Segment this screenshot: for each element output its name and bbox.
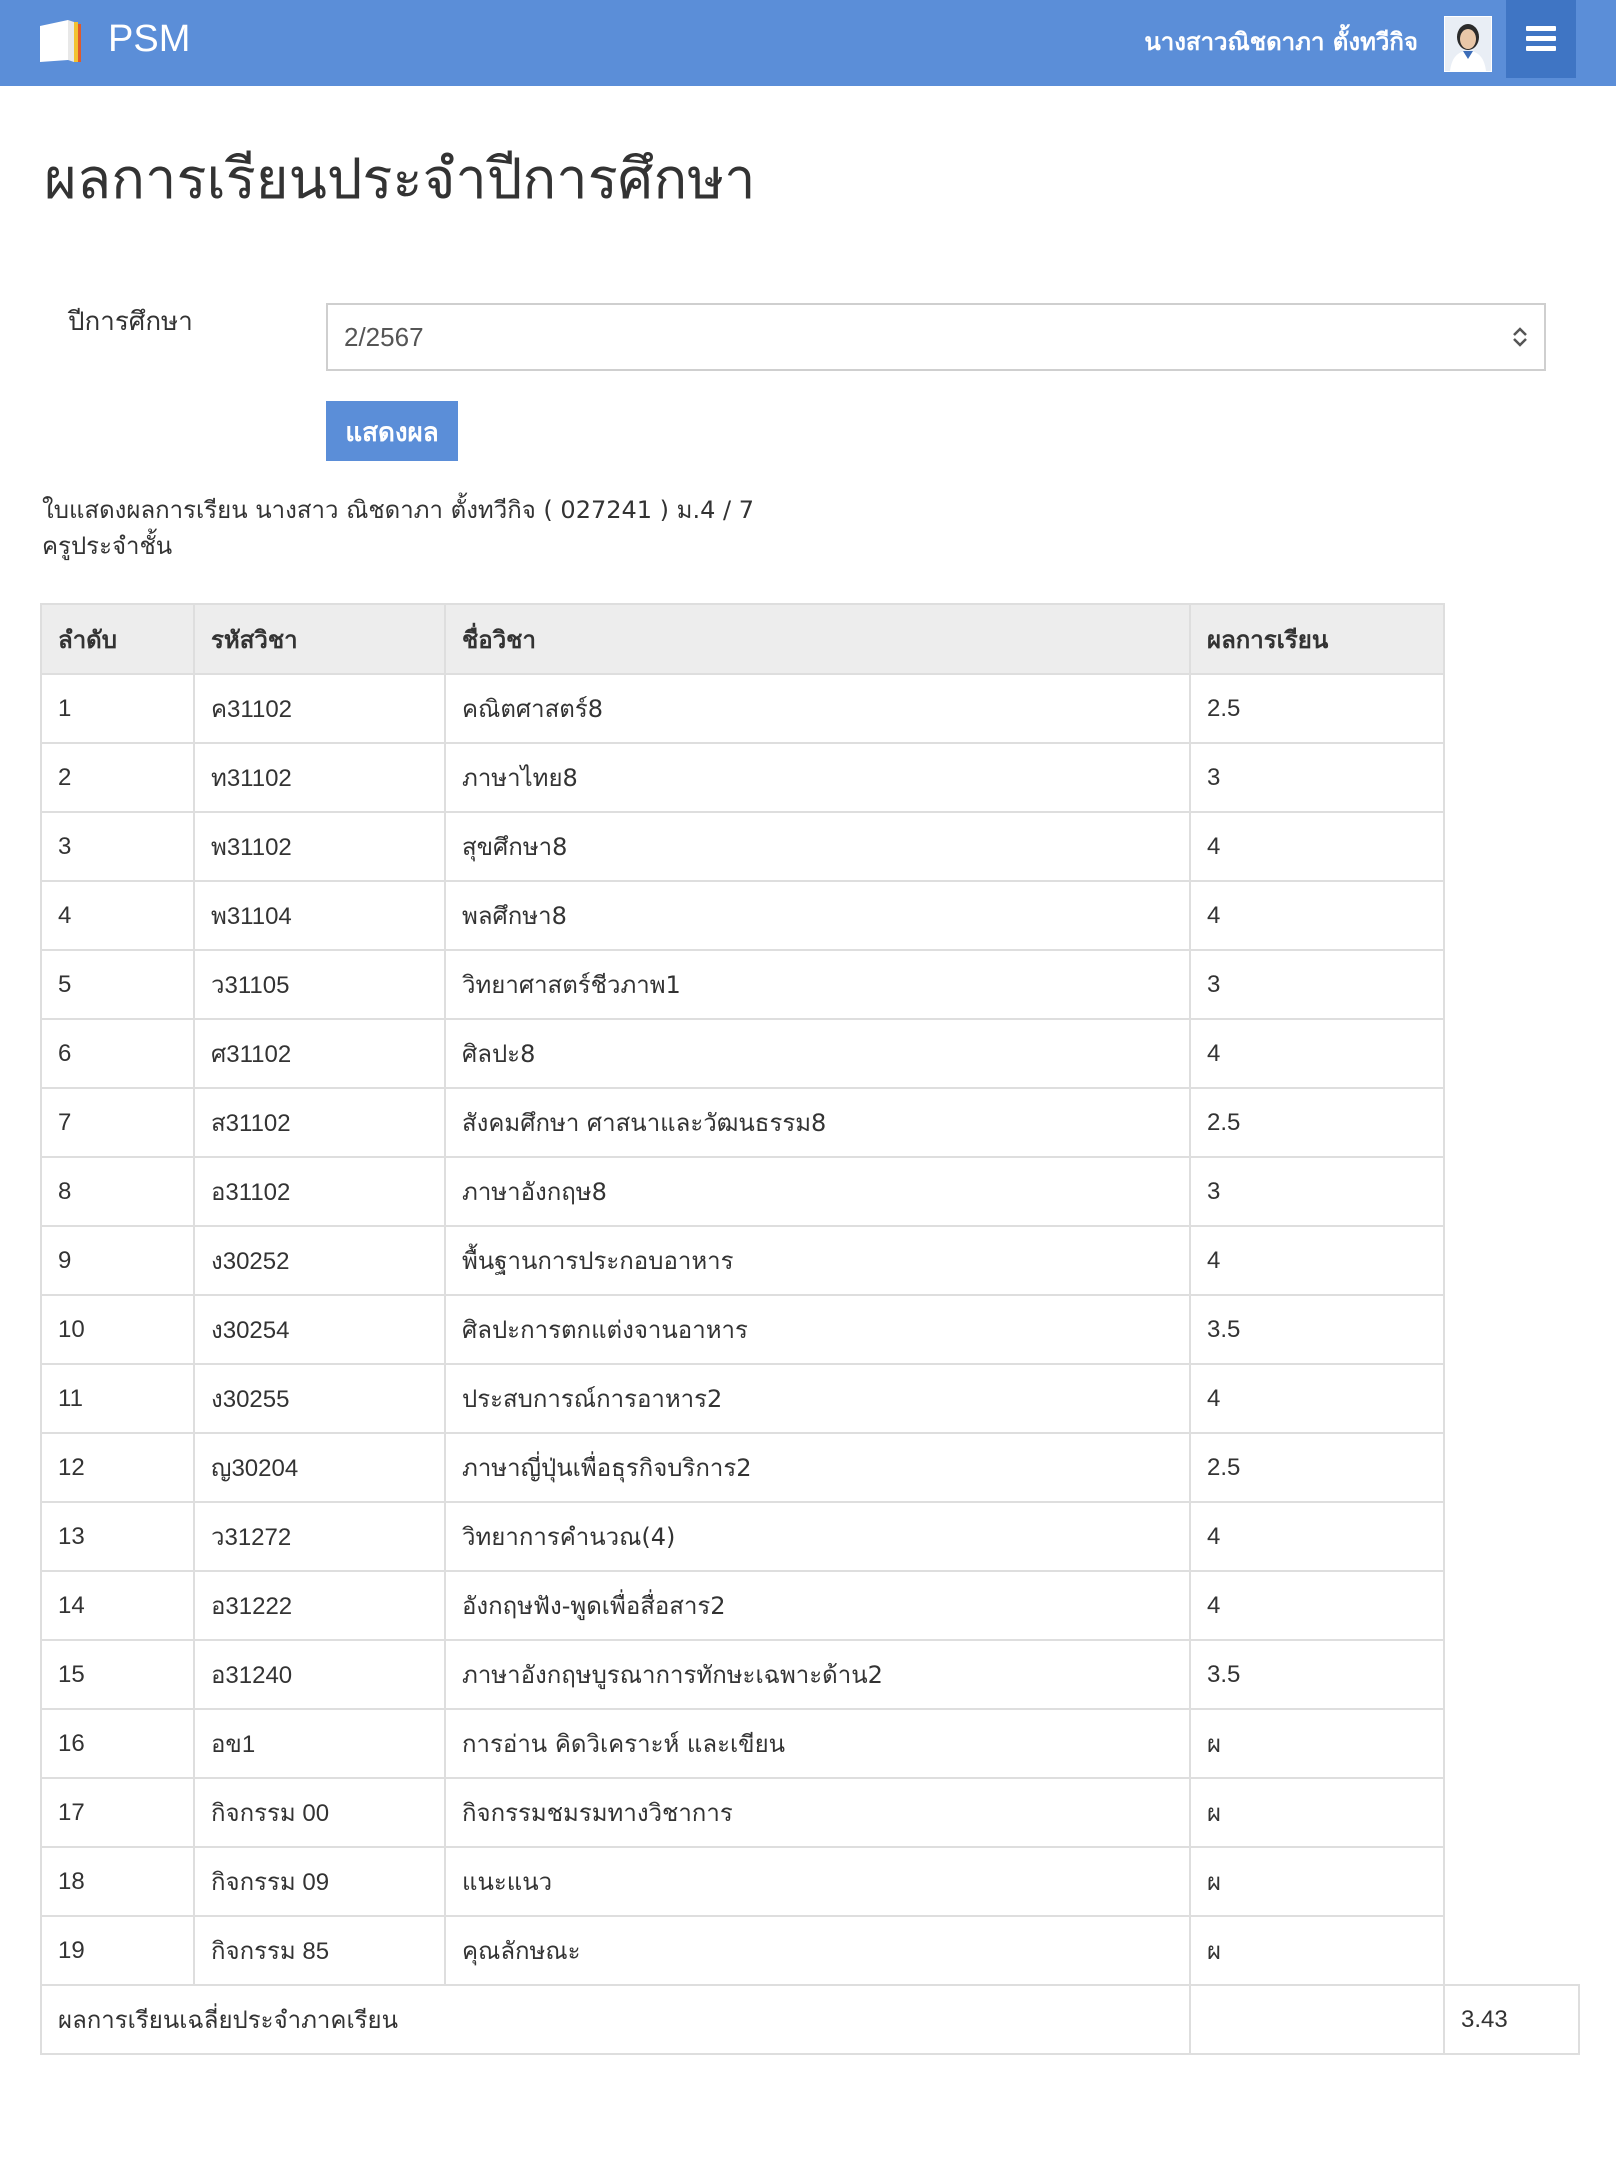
cell-subject-code: อ31222 [194, 1571, 445, 1640]
cell-order: 13 [41, 1502, 194, 1571]
cell-subject-name: ภาษาญี่ปุ่นเพื่อธุรกิจบริการ2 [445, 1433, 1190, 1502]
year-select[interactable] [326, 303, 1546, 371]
cell-subject-name: ภาษาอังกฤษ8 [445, 1157, 1190, 1226]
cell-subject-name: ศิลปะการตกแต่งจานอาหาร [445, 1295, 1190, 1364]
cell-subject-code: ง30252 [194, 1226, 445, 1295]
cell-grade: 3.5 [1190, 1295, 1444, 1364]
cell-subject-name: ภาษาอังกฤษบูรณาการทักษะเฉพาะด้าน2 [445, 1640, 1190, 1709]
cell-subject-code: พ31104 [194, 881, 445, 950]
cell-grade: 4 [1190, 881, 1444, 950]
table-row [41, 812, 1579, 881]
show-results-button[interactable]: แสดงผล [326, 401, 458, 461]
cell-subject-name: กิจกรรมชมรมทางวิชาการ [445, 1778, 1190, 1847]
cell-grade: 3 [1190, 743, 1444, 812]
average-label: ผลการเรียนเฉลี่ยประจำภาคเรียน [41, 1985, 1190, 2054]
brand-link[interactable]: PSM [108, 18, 191, 60]
cell-grade: 3.5 [1190, 1640, 1444, 1709]
cell-subject-code: ง30255 [194, 1364, 445, 1433]
user-name[interactable]: นางสาวณิชดาภา ตั้งทวีกิจ [1144, 28, 1418, 56]
cell-order: 15 [41, 1640, 194, 1709]
cell-grade: 2.5 [1190, 674, 1444, 743]
cell-subject-code: กิจกรรม 00 [194, 1778, 445, 1847]
cell-order: 3 [41, 812, 194, 881]
cell-subject-name: ศิลปะ8 [445, 1019, 1190, 1088]
cell-order: 9 [41, 1226, 194, 1295]
cell-subject-code: ว31272 [194, 1502, 445, 1571]
cell-subject-name: สุขศึกษา8 [445, 812, 1190, 881]
table-row [41, 1847, 1579, 1916]
select-updown-icon [1510, 325, 1530, 349]
table-row [41, 1640, 1579, 1709]
cell-subject-name: การอ่าน คิดวิเคราะห์ และเขียน [445, 1709, 1190, 1778]
cell-subject-name: วิทยาศาสตร์ชีวภาพ1 [445, 950, 1190, 1019]
column-header-grade: ผลการเรียน [1190, 604, 1444, 674]
cell-subject-name: คณิตศาสตร์8 [445, 674, 1190, 743]
cell-subject-name: พลศึกษา8 [445, 881, 1190, 950]
grades-table [40, 603, 1580, 2055]
cell-subject-code: ว31105 [194, 950, 445, 1019]
cell-grade: ผ [1190, 1778, 1444, 1847]
cell-subject-code: ญ30204 [194, 1433, 445, 1502]
average-empty-cell [1190, 1985, 1444, 2054]
average-row [41, 1985, 1579, 2054]
cell-grade: 4 [1190, 812, 1444, 881]
cell-grade: ผ [1190, 1847, 1444, 1916]
cell-subject-name: อังกฤษฟัง-พูดเพื่อสื่อสาร2 [445, 1571, 1190, 1640]
report-student-info: ใบแสดงผลการเรียน นางสาว ณิชดาภา ตั้งทวีกิจ ( 027241 ) ม.4 / 7 [42, 496, 754, 524]
cell-order: 6 [41, 1019, 194, 1088]
table-row [41, 950, 1579, 1019]
table-row [41, 1433, 1579, 1502]
user-avatar[interactable] [1444, 16, 1492, 72]
cell-subject-name: แนะแนว [445, 1847, 1190, 1916]
cell-subject-code: ค31102 [194, 674, 445, 743]
table-row [41, 1778, 1579, 1847]
cell-grade: ผ [1190, 1709, 1444, 1778]
cell-subject-code: กิจกรรม 85 [194, 1916, 445, 1985]
cell-grade: 2.5 [1190, 1433, 1444, 1502]
avatar-photo-icon [1445, 17, 1491, 71]
table-row [41, 1088, 1579, 1157]
cell-order: 11 [41, 1364, 194, 1433]
cell-order: 2 [41, 743, 194, 812]
cell-order: 10 [41, 1295, 194, 1364]
column-header-code: รหัสวิชา [194, 604, 445, 674]
book-logo-icon [38, 18, 84, 64]
cell-subject-name: สังคมศึกษา ศาสนาและวัฒนธรรม8 [445, 1088, 1190, 1157]
cell-subject-code: อ31240 [194, 1640, 445, 1709]
cell-grade: ผ [1190, 1916, 1444, 1985]
cell-grade: 4 [1190, 1364, 1444, 1433]
cell-subject-name: คุณลักษณะ [445, 1916, 1190, 1985]
table-row [41, 1226, 1579, 1295]
table-row [41, 1157, 1579, 1226]
cell-subject-code: ท31102 [194, 743, 445, 812]
cell-grade: 4 [1190, 1226, 1444, 1295]
table-row [41, 1916, 1579, 1985]
table-header-row [41, 604, 1579, 674]
cell-order: 1 [41, 674, 194, 743]
table-row [41, 1295, 1579, 1364]
cell-subject-code: อข1 [194, 1709, 445, 1778]
cell-order: 19 [41, 1916, 194, 1985]
cell-subject-code: กิจกรรม 09 [194, 1847, 445, 1916]
cell-subject-name: พื้นฐานการประกอบอาหาร [445, 1226, 1190, 1295]
cell-order: 7 [41, 1088, 194, 1157]
column-header-order: ลำดับ [41, 604, 194, 674]
cell-order: 14 [41, 1571, 194, 1640]
grades-table-body [41, 674, 1579, 1985]
report-homeroom-teacher: ครูประจำชั้น [42, 532, 173, 560]
cell-grade: 3 [1190, 1157, 1444, 1226]
table-row [41, 1571, 1579, 1640]
table-row [41, 881, 1579, 950]
year-label: ปีการศึกษา [68, 307, 193, 337]
cell-order: 8 [41, 1157, 194, 1226]
cell-subject-code: ง30254 [194, 1295, 445, 1364]
cell-grade: 4 [1190, 1502, 1444, 1571]
table-row [41, 743, 1579, 812]
cell-subject-code: ศ31102 [194, 1019, 445, 1088]
top-navbar [0, 0, 1616, 86]
cell-order: 16 [41, 1709, 194, 1778]
cell-subject-code: ส31102 [194, 1088, 445, 1157]
cell-order: 18 [41, 1847, 194, 1916]
cell-grade: 4 [1190, 1019, 1444, 1088]
cell-subject-code: พ31102 [194, 812, 445, 881]
cell-order: 17 [41, 1778, 194, 1847]
table-row [41, 1502, 1579, 1571]
year-select-value: 2/2567 [344, 322, 424, 352]
cell-order: 5 [41, 950, 194, 1019]
cell-subject-name: วิทยาการคำนวณ(4) [445, 1502, 1190, 1571]
cell-grade: 4 [1190, 1571, 1444, 1640]
column-header-name: ชื่อวิชา [445, 604, 1190, 674]
menu-toggle-button[interactable] [1506, 0, 1576, 78]
cell-order: 4 [41, 881, 194, 950]
cell-subject-name: ประสบการณ์การอาหาร2 [445, 1364, 1190, 1433]
cell-grade: 2.5 [1190, 1088, 1444, 1157]
cell-subject-name: ภาษาไทย8 [445, 743, 1190, 812]
table-row [41, 1709, 1579, 1778]
table-row [41, 1019, 1579, 1088]
cell-grade: 3 [1190, 950, 1444, 1019]
average-value: 3.43 [1444, 1985, 1579, 2054]
cell-order: 12 [41, 1433, 194, 1502]
table-row [41, 674, 1579, 743]
table-row [41, 1364, 1579, 1433]
cell-subject-code: อ31102 [194, 1157, 445, 1226]
page-title: ผลการเรียนประจำปีการศึกษา [44, 147, 756, 212]
